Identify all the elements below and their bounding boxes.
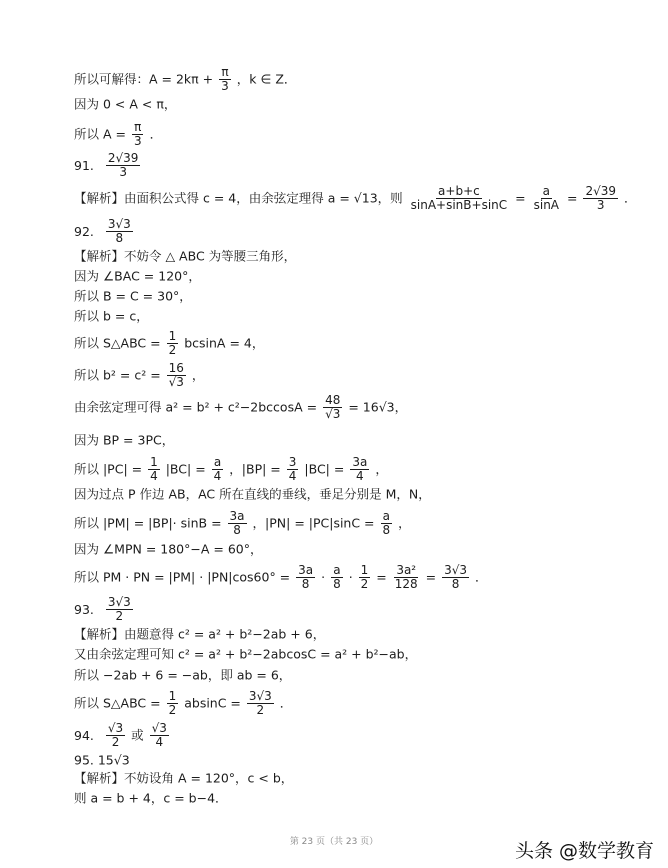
text: 则 a = b + 4，c = b−4． (74, 790, 228, 806)
text: 所以 −2ab + 6 = −ab，即 ab = 6， (74, 667, 292, 683)
numerator: π (221, 65, 229, 79)
question-number: 94. (74, 727, 94, 743)
text: 【解析】不妨令 △ ABC 为等腰三角形， (74, 248, 297, 264)
line-solve-a (74, 66, 296, 93)
analysis-92-line1 (74, 248, 296, 265)
analysis-91 (74, 185, 637, 212)
denominator: 2 (256, 703, 265, 717)
text: = 16√3， (348, 399, 408, 415)
question-number: 91. (74, 157, 94, 173)
numerator: 3√3 (107, 595, 131, 609)
text: 又由余弦定理可知 c² = a² + b²−2abcosC = a² + b²−ab， (74, 646, 418, 662)
denominator: 8 (382, 523, 391, 537)
text: ． (475, 569, 488, 585)
text: 因为过点 P 作边 AB，AC 所在直线的垂线，垂足分别是 M，N， (74, 486, 431, 502)
question-94-answer (74, 722, 171, 749)
text: 因为 ∠MPN = 180°−A = 60°， (74, 541, 263, 557)
numerator: 2√39 (585, 184, 617, 198)
numerator: 48 (325, 393, 341, 407)
fraction (106, 152, 141, 179)
denominator: sinA (533, 198, 560, 212)
analysis-92-line2 (74, 268, 201, 285)
text: ，|BP| = (229, 461, 281, 477)
fraction (409, 185, 510, 212)
fraction (381, 510, 393, 537)
fraction (393, 564, 420, 591)
analysis-92-line4 (74, 308, 149, 325)
analysis-92-line12 (74, 541, 262, 558)
text: 【解析】由面积公式得 c = 4，由余弦定理得 a = √13，则 (74, 190, 403, 206)
fraction (167, 362, 186, 389)
denominator: 4 (213, 469, 222, 483)
text: |BC| = (304, 461, 345, 477)
text: 或 (131, 727, 144, 743)
text: · (348, 569, 353, 585)
text: ． (624, 190, 637, 206)
text: 所以 B = C = 30°， (74, 288, 192, 304)
analysis-95-line1 (74, 770, 293, 787)
question-95-answer (74, 752, 130, 769)
denominator: 2 (360, 577, 369, 591)
text: 所以 S△ABC = (74, 695, 161, 711)
text: 因为 BP = 3PC， (74, 432, 175, 448)
numerator: a (542, 184, 550, 198)
numerator: 1 (360, 563, 369, 577)
denominator: 4 (150, 469, 158, 483)
numerator: 3a (298, 563, 314, 577)
text: 所以 S△ABC = (74, 335, 161, 351)
numerator: a (333, 563, 341, 577)
text: 所以 b² = c² = (74, 367, 161, 383)
text: ， (375, 461, 388, 477)
denominator: 2 (168, 703, 177, 717)
text: |BC| = (165, 461, 206, 477)
fraction (331, 564, 343, 591)
text: ，k ∈ Z． (236, 71, 297, 87)
numerator: 3a (352, 455, 368, 469)
line-range-a (74, 96, 176, 113)
denominator: 128 (394, 577, 418, 591)
denominator: 8 (115, 231, 124, 245)
text: 所以 A = (74, 126, 126, 142)
denominator: 4 (288, 469, 297, 483)
analysis-92-line7 (74, 394, 407, 421)
fraction (359, 564, 371, 591)
fraction (287, 456, 299, 483)
fraction (167, 690, 179, 717)
analysis-95-line2 (74, 790, 228, 807)
numerator: √3 (151, 721, 167, 735)
fraction (442, 564, 469, 591)
denominator: 4 (356, 469, 364, 483)
text: = (425, 569, 437, 585)
line-a-value (74, 121, 162, 148)
fraction (219, 66, 231, 93)
numerator: 1 (168, 329, 177, 343)
fraction (532, 185, 561, 212)
numerator: a (382, 509, 391, 523)
denominator: 8 (233, 523, 241, 537)
text: = (376, 569, 387, 585)
text: 【解析】不妨设角 A = 120°，c < b， (74, 770, 294, 786)
analysis-93-line3 (74, 667, 291, 684)
text: ． (279, 695, 293, 711)
numerator: 16 (168, 361, 184, 375)
text: 所以 b = c， (74, 308, 149, 324)
fraction (212, 456, 224, 483)
text: bcsinA = 4， (184, 335, 265, 351)
denominator: 8 (451, 577, 460, 591)
text: 95. 15√3 (74, 752, 130, 768)
fraction (106, 218, 133, 245)
numerator: a (213, 455, 222, 469)
fraction (150, 722, 169, 749)
text: 所以可解得：A = 2kπ + (74, 71, 214, 87)
analysis-92-line3 (74, 288, 192, 305)
text: 所以 |PC| = (74, 461, 143, 477)
question-number: 92. (74, 223, 94, 239)
text: ． (149, 126, 163, 142)
numerator: 3a² (396, 563, 417, 577)
question-92-answer (74, 218, 135, 245)
numerator: 3√3 (444, 563, 468, 577)
fraction (167, 330, 179, 357)
text: = (515, 190, 526, 206)
fraction (583, 185, 618, 212)
denominator: 4 (155, 735, 164, 749)
denominator: √3 (325, 407, 341, 421)
analysis-92-line8 (74, 432, 174, 449)
numerator: 1 (150, 455, 158, 469)
fraction (323, 394, 342, 421)
analysis-93-line4 (74, 690, 292, 717)
analysis-92-line10 (74, 486, 431, 503)
text: ， (398, 515, 411, 531)
denominator: 3 (133, 134, 142, 148)
denominator: 3 (221, 79, 229, 93)
question-91-answer (74, 152, 142, 179)
fraction (132, 121, 144, 148)
denominator: 3 (596, 198, 605, 212)
text: 【解析】由题意得 c² = a² + b²−2ab + 6， (74, 626, 326, 642)
denominator: 8 (301, 577, 310, 591)
page-footer: 第 23 页（共 23 页） (289, 837, 379, 847)
analysis-92-line13 (74, 564, 488, 591)
fraction (228, 510, 247, 537)
numerator: 2√39 (107, 151, 139, 165)
fraction (350, 456, 369, 483)
fraction (148, 456, 160, 483)
analysis-93-line1 (74, 626, 325, 643)
numerator: 1 (168, 689, 177, 703)
denominator: 2 (115, 609, 124, 623)
text: absinC = (184, 695, 241, 711)
numerator: π (134, 120, 142, 134)
text: 因为 ∠BAC = 120°， (74, 268, 201, 284)
fraction (106, 722, 125, 749)
text: = (567, 190, 578, 206)
fraction (247, 690, 274, 717)
numerator: √3 (107, 721, 124, 735)
numerator: 3 (288, 455, 297, 469)
question-number: 93. (74, 601, 94, 617)
numerator: a+b+c (438, 184, 480, 198)
text: · (321, 569, 326, 585)
numerator: 3√3 (248, 689, 272, 703)
fraction (106, 596, 133, 623)
text: 所以 PM · PN = |PM| · |PN|cos60° = (74, 569, 291, 585)
denominator: 2 (168, 343, 177, 357)
denominator: 3 (119, 165, 127, 179)
denominator: 8 (333, 577, 341, 591)
text: 所以 |PM| = |BP|· sinB = (74, 515, 222, 531)
text: 由余弦定理可得 a² = b² + c²−2bccosA = (74, 399, 318, 415)
denominator: √3 (168, 375, 184, 389)
text: ， (191, 367, 205, 383)
watermark: 头条 @数学教育 (514, 840, 654, 862)
numerator: 3a (229, 509, 245, 523)
analysis-92-line6 (74, 362, 204, 389)
analysis-93-line2 (74, 646, 417, 663)
analysis-92-line5 (74, 330, 264, 357)
question-93-answer (74, 596, 135, 623)
text: ，|PN| = |PC|sinC = (252, 515, 375, 531)
fraction (296, 564, 315, 591)
analysis-92-line9 (74, 456, 388, 483)
analysis-92-line11 (74, 510, 411, 537)
denominator: 2 (111, 735, 120, 749)
denominator: sinA+sinB+sinC (410, 198, 508, 212)
numerator: 3√3 (107, 217, 131, 231)
text: 因为 0 < A < π， (74, 96, 177, 112)
